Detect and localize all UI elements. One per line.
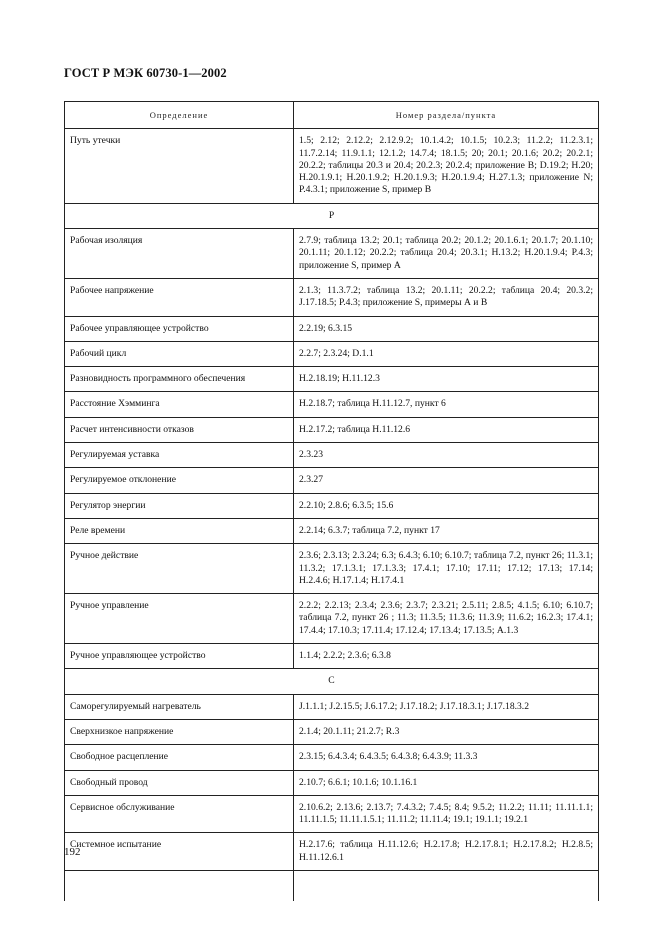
table-row: [65, 341, 599, 366]
term-cell: Ручное управление: [65, 594, 294, 644]
reference-cell: 2.3.27: [294, 468, 599, 493]
table-continuation: [65, 870, 599, 901]
term-cell: Регулятор энергии: [65, 493, 294, 518]
reference-cell: 2.10.6.2; 2.13.6; 2.13.7; 7.4.3.2; 7.4.5; 8.4; 9.5.2; 11.2.2; 11.11; 11.11.1.1; 11.11.1.5; 11.11.1.5.1; 11.11.2; 11.11.4; 19.1; 19.1.1; 19.2.1: [294, 795, 599, 833]
term-cell: Ручное действие: [65, 544, 294, 594]
term-cell: Рабочая изоляция: [65, 229, 294, 279]
reference-cell: 2.1.4; 20.1.11; 21.2.7; R.3: [294, 719, 599, 744]
term-cell: Ручное управляющее устройство: [65, 644, 294, 669]
table-row: [65, 229, 599, 279]
table-row: [65, 392, 599, 417]
column-header-definition: Определение: [65, 102, 294, 129]
table-body: [65, 129, 599, 901]
table-row: [65, 316, 599, 341]
continuation-cell: [294, 870, 599, 901]
reference-cell: H.2.17.2; таблица H.11.12.6: [294, 417, 599, 442]
table-row: [65, 719, 599, 744]
letter-divider-row: [65, 669, 599, 694]
reference-cell: 2.1.3; 11.3.7.2; таблица 13.2; 20.1.11; 20.2.2; таблица 20.4; 20.3.2; J.17.18.5; P.4.3; приложение S, примеры А и В: [294, 278, 599, 316]
table-row: [65, 795, 599, 833]
reference-cell: 2.2.14; 6.3.7; таблица 7.2, пункт 17: [294, 518, 599, 543]
page-number: 192: [64, 846, 81, 858]
table-row: [65, 833, 599, 871]
term-cell: Расчет интенсивности отказов: [65, 417, 294, 442]
index-table: [64, 101, 599, 901]
reference-cell: 2.2.2; 2.2.13; 2.3.4; 2.3.6; 2.3.7; 2.3.21; 2.5.11; 2.8.5; 4.1.5; 6.10; 6.10.7; таблица 7.2, пункт 26 ; 11.3; 11.3.5; 11.3.6; 11.3.9; 11.6.2; 16.2.3; 17.4.1; 17.4.4; 17.10.3; 17.11.4; 17.12.4; 17.13.4; 17.13.5; A.1.3: [294, 594, 599, 644]
continuation-cell: [65, 870, 294, 901]
term-cell: Свободный провод: [65, 770, 294, 795]
reference-cell: 2.2.7; 2.3.24; D.1.1: [294, 341, 599, 366]
section-letter: С: [65, 669, 599, 694]
reference-cell: 2.3.15; 6.4.3.4; 6.4.3.5; 6.4.3.8; 6.4.3.9; 11.3.3: [294, 745, 599, 770]
reference-cell: 2.10.7; 6.6.1; 10.1.6; 10.1.16.1: [294, 770, 599, 795]
term-cell: Разновидность программного обеспечения: [65, 367, 294, 392]
table-row: [65, 594, 599, 644]
reference-cell: H.2.18.7; таблица H.11.12.7, пункт 6: [294, 392, 599, 417]
letter-divider-row: [65, 203, 599, 228]
reference-cell: 2.7.9; таблица 13.2; 20.1; таблица 20.2; 20.1.2; 20.1.6.1; 20.1.7; 20.1.10; 20.1.11; 20.1.12; 20.2.2; таблица 20.4; 20.3.1; H.13.2; H.20.1.9.4; P.4.3; приложение S, пример А: [294, 229, 599, 279]
reference-cell: 1.1.4; 2.2.2; 2.3.6; 6.3.8: [294, 644, 599, 669]
reference-cell: 2.2.10; 2.8.6; 6.3.5; 15.6: [294, 493, 599, 518]
reference-cell: 2.3.23: [294, 443, 599, 468]
table-row: [65, 129, 599, 203]
table-row: [65, 745, 599, 770]
term-cell: Сверхнизкое напряжение: [65, 719, 294, 744]
document-title: ГОСТ Р МЭК 60730-1—2002: [64, 66, 227, 80]
term-cell: Регулируемая уставка: [65, 443, 294, 468]
term-cell: Путь утечки: [65, 129, 294, 203]
column-header-section-number: Номер раздела/пункта: [294, 102, 599, 129]
term-cell: Рабочее напряжение: [65, 278, 294, 316]
term-cell: Расстояние Хэмминга: [65, 392, 294, 417]
table-row: [65, 367, 599, 392]
reference-cell: J.1.1.1; J.2.15.5; J.6.17.2; J.17.18.2; J.17.18.3.1; J.17.18.3.2: [294, 694, 599, 719]
term-cell: Свободное расцепление: [65, 745, 294, 770]
table-row: [65, 278, 599, 316]
term-cell: Регулируемое отклонение: [65, 468, 294, 493]
reference-cell: 2.3.6; 2.3.13; 2.3.24; 6.3; 6.4.3; 6.10; 6.10.7; таблица 7.2, пункт 26; 11.3.1; 11.3.2; 17.1.3.1; 17.1.3.3; 17.4.1; 17.10; 17.11; 17.12; 17.13; 17.14; H.2.4.6; H.17.1.4; H.17.4.1: [294, 544, 599, 594]
reference-cell: 1.5; 2.12; 2.12.2; 2.12.9.2; 10.1.4.2; 10.1.5; 10.2.3; 11.2.2; 11.2.3.1; 11.7.2.14; 11.9.1.1; 12.1.2; 14.7.4; 18.1.5; 20; 20.1; 20.1.6; 20.2; 20.2.1; 20.2.2; таблицы 20.3 и 20.4; 20.2.3; 20.2.4; приложение В; D.19.2; H.20; H.20.1.9.1; H.20.1.9.2; H.20.1.9.3; H.20.1.9.4; H.27.1.3; приложение N; P.4.3.1; приложение S, пример В: [294, 129, 599, 203]
table-row: [65, 443, 599, 468]
term-cell: Реле времени: [65, 518, 294, 543]
table-row: [65, 518, 599, 543]
table-row: [65, 770, 599, 795]
term-cell: Саморегулируемый нагреватель: [65, 694, 294, 719]
table-row: [65, 694, 599, 719]
term-cell: Сервисное обслуживание: [65, 795, 294, 833]
term-cell: Системное испытание: [65, 833, 294, 871]
reference-cell: 2.2.19; 6.3.15: [294, 316, 599, 341]
reference-cell: H.2.18.19; H.11.12.3: [294, 367, 599, 392]
term-cell: Рабочий цикл: [65, 341, 294, 366]
table-row: [65, 644, 599, 669]
table-row: [65, 417, 599, 442]
table-row: [65, 493, 599, 518]
table-header-row: [65, 102, 599, 129]
table-row: [65, 544, 599, 594]
table-row: [65, 468, 599, 493]
reference-cell: H.2.17.6; таблица H.11.12.6; H.2.17.8; H.2.17.8.1; H.2.17.8.2; H.2.8.5; H.11.12.6.1: [294, 833, 599, 871]
term-cell: Рабочее управляющее устройство: [65, 316, 294, 341]
section-letter: Р: [65, 203, 599, 228]
